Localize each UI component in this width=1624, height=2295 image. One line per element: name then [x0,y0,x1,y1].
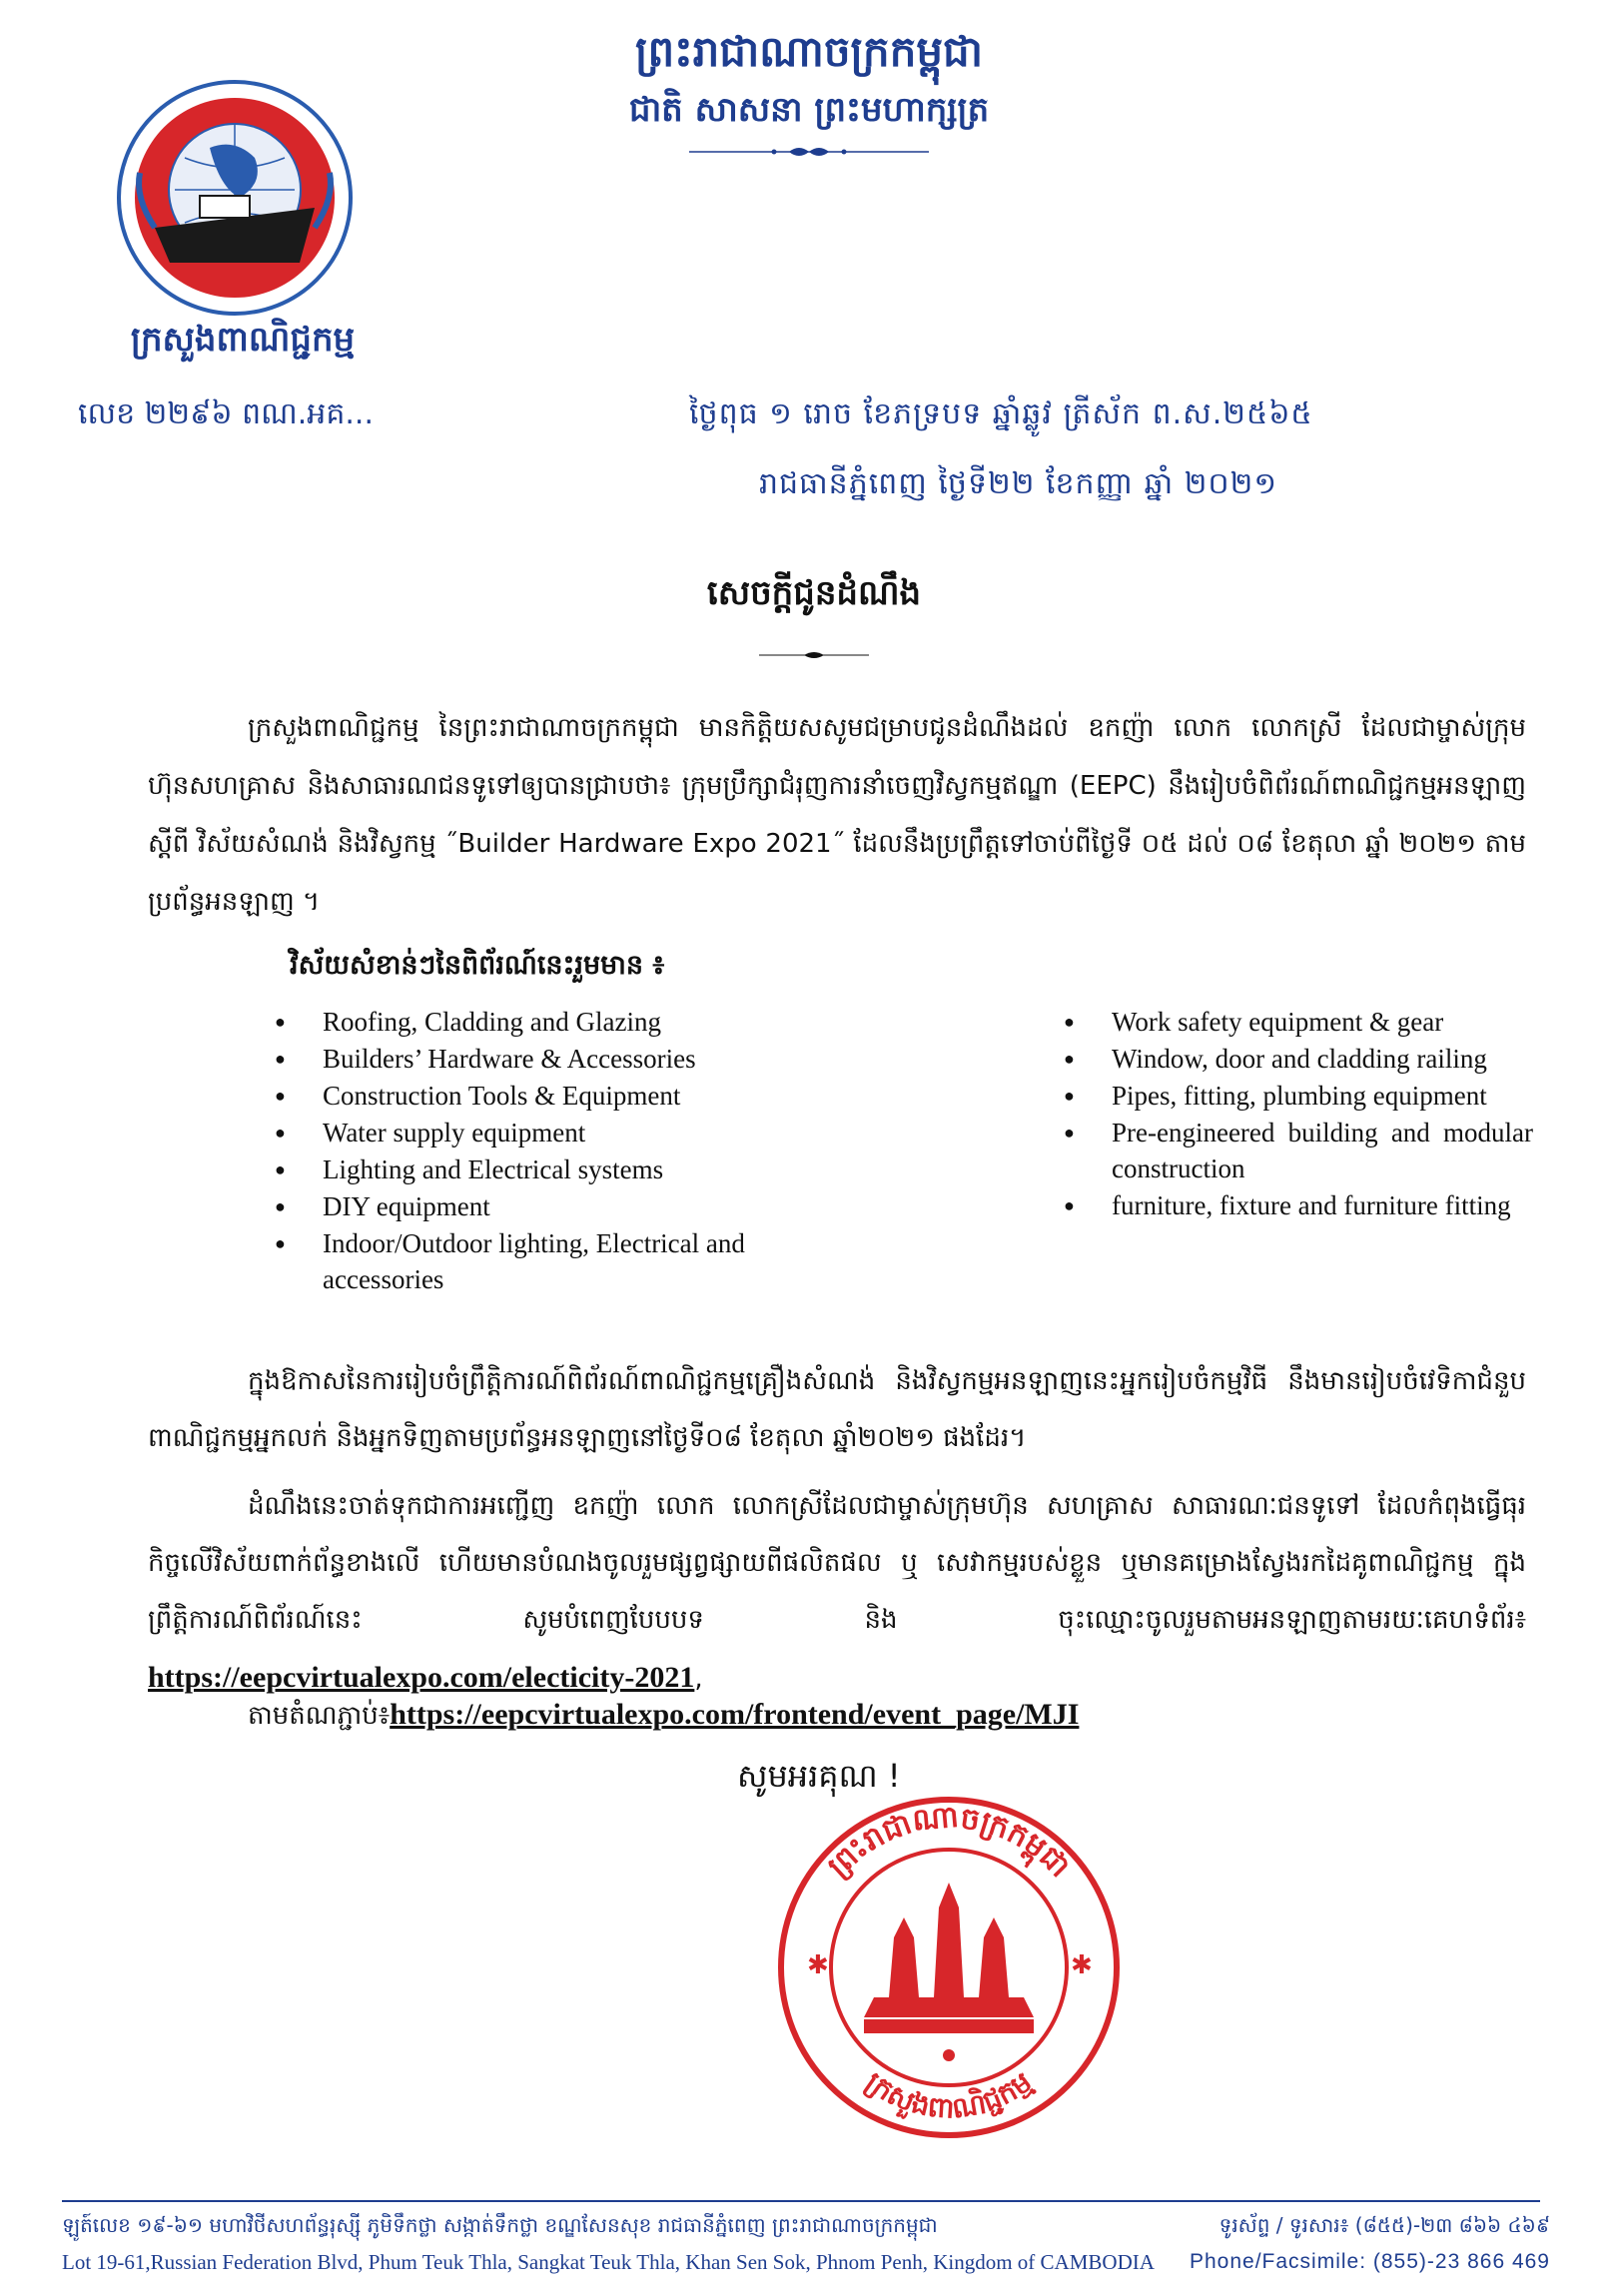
bullet-icon: ● [1064,1123,1075,1143]
svg-text:ក្រសួងពាណិជ្ជកម្ម [859,2065,1038,2125]
bullet-icon: ● [1064,1195,1075,1215]
bullet-icon: ● [275,1159,286,1179]
svg-text:ព្រះរាជាណាចក្រកម្ពុជា [821,1800,1077,1885]
event-link-line [248,1698,1079,1737]
footer-address-en: Lot 19-61,Russian Federation Blvd, Phum Teuk Thla, Sangkat Teuk Thla, Khan Sen Sok, Phnom Penh, Kingdom of CAMBODIA [62,2250,1155,2274]
svg-text:✱: ✱ [807,1950,829,1980]
stamp-top-text: ព្រះរាជាណាចក្រកម្ពុជា [821,1799,1078,1885]
lunar-date: ថ្ងៃពុធ ១ រោច ខែភទ្របទ ឆ្នាំឆ្លូវ ត្រីស័ក ព.ស.២៥៦៥ [689,396,1313,431]
svg-text:✱: ✱ [1071,1950,1093,1980]
national-motto: ជាតិ សាសនា ព្រះមហាក្សត្រ [628,90,990,130]
bullet-icon: ● [1064,1086,1075,1106]
topics-heading: វិស័យសំខាន់ៗនៃពិព័រណ៍នេះរួមមាន ៖ [290,950,665,981]
list-item: ● Pipes, fitting, plumbing equipment [1064,1078,1533,1114]
bullet-icon: ● [275,1049,286,1069]
stamp-bottom-text: ក្រសួងពាណិជ្ជកម្ម [859,2064,1039,2125]
bullet-icon: ● [1064,1012,1075,1032]
invitation-text: ដំណឹងនេះចាត់ទុកជាការអញ្ជើញ ឧកញ៉ា លោក លោកស្រីដែលជាម្ចាស់ក្រុមហ៊ុន សហគ្រាស សាធារណៈជនទូទៅ ដែលកំពុងធ្វើធុរកិច្ចលើវិស័យពាក់ព័ន្ធខាងលើ ហើយមានបំណងចូលរួមផ្សព្វផ្សាយពីផលិតផល ឬ សេវាកម្មរបស់ខ្លួន ឬមានគម្រោងស្វែងរកដៃគូពាណិជ្ជកម្ម ក្នុងព្រឹត្តិការណ៍ពិព័រណ៍នេះ សូមបំពេញបែបបទ និង ចុះឈ្មោះចូលរួមតាមអនឡាញតាមរយៈគេហទំព័រ៖ [148,1491,1526,1635]
list-item: ● Water supply equipment [275,1115,814,1150]
list-item: ● DIY equipment [275,1188,814,1224]
footer-divider [62,2200,1540,2202]
list-item: ● Window, door and cladding railing [1064,1041,1533,1077]
list-item: ● Indoor/Outdoor lighting, Electrical and accessories [275,1225,814,1297]
closing-thanks: សូមអរគុណ ! [737,1757,901,1795]
registration-link[interactable]: https://eepcvirtualexpo.com/electicity-2021 [148,1661,695,1694]
kingdom-name: ព្រះរាជាណាចក្រកម្ពុជា [634,27,984,76]
bullet-icon: ● [275,1086,286,1106]
footer-phone-kh: ទូរស័ព្ទ / ទូរសារ៖ (៨៥៥)-២៣ ៨៦៦ ៤៦៩ [1218,2213,1550,2237]
bullet-icon: ● [275,1123,286,1143]
document-title: សេចក្តីជូនដំណឹង [706,573,922,613]
link-comma: , [694,1664,703,1694]
list-item: ● furniture, fixture and furniture fitting [1064,1187,1533,1223]
footer-khmer [62,2212,1550,2242]
list-item: ● Roofing, Cladding and Glazing [275,1004,814,1040]
forum-paragraph: ក្នុងឱកាសនៃការរៀបចំព្រឹត្តិការណ៍ពិព័រណ៍ពាណិជ្ជកម្មគ្រឿងសំណង់ និងវិស្វកម្មអនឡាញនេះអ្នករៀបចំកម្មវិធី នឹងមានរៀបចំវេទិកាជំនួបពាណិជ្ជកម្មអ្នកលក់ និងអ្នកទិញតាមប្រព័ន្ធអនឡាញនៅថ្ងៃទី០៨ ខែតុលា ឆ្នាំ២០២១ ផងដែរ។ [148,1366,1526,1453]
topics-list-right [1064,1004,1533,1224]
title-ornament-icon [759,649,869,661]
footer-english [62,2250,1550,2275]
letterhead-header [519,22,1099,160]
official-stamp-icon [769,1788,1129,2147]
ministry-name: ក្រសួងពាណិជ្ជកម្ម [130,320,356,360]
invitation-paragraph [148,1478,1526,1708]
topics-list-left [275,1004,814,1298]
bullet-icon: ● [275,1233,286,1253]
intro-paragraph: ក្រសួងពាណិជ្ជកម្ម នៃព្រះរាជាណាចក្រកម្ពុជា មានកិត្តិយសសូមជម្រាបជូនដំណឹងដល់ ឧកញ៉ា លោក លោកស្រី ដែលជាម្ចាស់ក្រុមហ៊ុនសហគ្រាស និងសាធារណជនទូទៅឲ្យបានជ្រាបថា៖ ក្រុមប្រឹក្សាជំរុញការនាំចេញវិស្វកម្មឥណ្ឌា (EEPC) នឹងរៀបចំពិព័រណ៍ពាណិជ្ជកម្មអនឡាញ ស្តីពី វិស័យសំណង់ និងវិស្វកម្ម ˝Builder Hardware Expo 2021˝ ដែលនឹងប្រព្រឹត្តទៅចាប់ពីថ្ងៃទី ០៥ ដល់ ០៨ ខែតុលា ឆ្នាំ ២០២១ តាមប្រព័ន្ធអនឡាញ ។ [148,713,1526,917]
header-ornament-icon [689,144,929,160]
list-item: ● Construction Tools & Equipment [275,1078,814,1114]
bullet-icon: ● [275,1196,286,1216]
link-prefix: តាមតំណភ្ជាប់៖ [248,1701,391,1731]
reference-number: លេខ ២២៩៦ ពណ.អគ... [78,396,374,431]
event-page-link[interactable]: https://eepcvirtualexpo.com/frontend/event_page/MJI [390,1698,1080,1731]
list-item: ● Pre-engineered building and modular construction [1064,1115,1533,1186]
ministry-emblem-icon [115,78,355,318]
bullet-icon: ● [275,1012,286,1032]
list-item: ● Work safety equipment & gear [1064,1004,1533,1040]
solar-date: រាជធានីភ្នំពេញ ថ្ងៃទី២២ ខែកញ្ញា ឆ្នាំ ២០២១ [759,466,1278,501]
list-item: ● Lighting and Electrical systems [275,1151,814,1187]
list-item: ● Builders’ Hardware & Accessories [275,1041,814,1077]
footer-phone-en: Phone/Facsimile: (855)-23 866 469 [1189,2250,1550,2273]
footer-address-kh: ឡូត៍លេខ ១៩-៦១ មហាវិថីសហព័ន្ធរុស្ស៊ី ភូមិទឹកថ្លា សង្កាត់ទឹកថ្លា ខណ្ឌសែនសុខ រាជធានីភ្នំពេញ ព្រះរាជាណាចក្រកម្ពុជា [62,2213,938,2237]
bullet-icon: ● [1064,1049,1075,1069]
